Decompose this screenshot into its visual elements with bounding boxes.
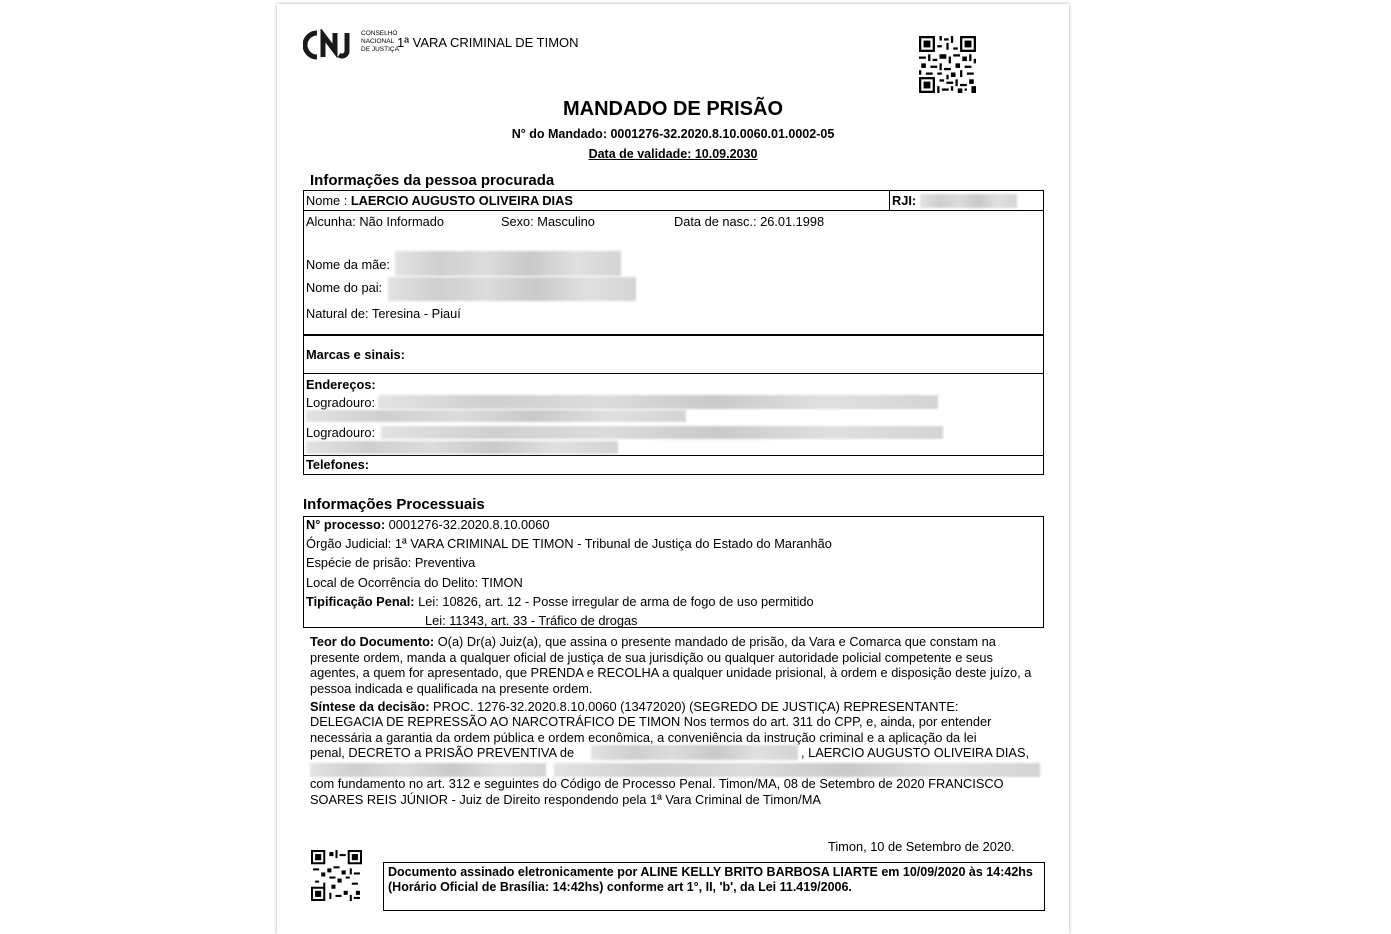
sintese-line-2: DELEGACIA DE REPRESSÃO AO NARCOTRÁFICO DE TIMON Nos termos do art. 311 do CPP, e, ainda, por entender	[310, 714, 992, 729]
redacted-address-2	[381, 426, 943, 439]
teor-label: Teor do Documento:	[310, 634, 435, 649]
qr-code-icon	[919, 36, 976, 93]
marks-label: Marcas e sinais:	[306, 347, 405, 362]
cnj-logo	[303, 29, 357, 61]
process-number: 0001276-32.2020.8.10.0060	[385, 517, 550, 532]
divider	[889, 190, 890, 211]
sintese-text-1: PROC. 1276-32.2020.8.10.0060 (13472020) (SEGREDO DE JUSTIÇA) REPRESENTANTE:	[429, 699, 959, 714]
sintese-line-3: necessária a garantia da ordem pública e ordem econômica, a conveniência da instrução criminal e a aplicação da lei	[310, 730, 977, 745]
penal-row	[306, 594, 814, 609]
redacted-names-3	[554, 763, 1040, 777]
street-label-2: Logradouro:	[306, 425, 376, 440]
name-label: Nome :	[306, 193, 351, 208]
rji-label: RJI:	[892, 193, 917, 208]
process-number-label: N° processo:	[306, 517, 386, 532]
redacted-names-2	[310, 763, 546, 777]
redacted-names	[591, 745, 798, 760]
divider	[303, 455, 1044, 456]
name-row	[306, 193, 573, 208]
process-section-title: Informações Processuais	[303, 496, 485, 513]
redacted-address-1b	[306, 410, 686, 422]
process-info-box	[303, 516, 1044, 628]
father-label: Nome do pai:	[306, 280, 383, 295]
crime-location: Local de Ocorrência do Delito: TIMON	[306, 575, 523, 590]
sintese-line-1	[310, 699, 958, 714]
document-title: MANDADO DE PRISÃO	[562, 98, 783, 120]
sex: Sexo: Masculino	[501, 214, 595, 229]
divider	[303, 373, 1044, 374]
warrant-number: N° do Mandado: 0001276-32.2020.8.10.0060.01.0002-05	[511, 127, 835, 141]
sintese-line-4b: , LAERCIO AUGUSTO OLIVEIRA DIAS,	[801, 745, 1030, 760]
redacted-mother-name	[395, 251, 621, 276]
validity-wrapper	[277, 147, 1069, 161]
person-section-title: Informações da pessoa procurada	[310, 172, 555, 189]
teor-paragraph	[310, 634, 1045, 696]
phones-label: Telefones:	[306, 457, 370, 472]
alias: Alcunha: Não Informado	[306, 214, 445, 229]
issue-date: Timon, 10 de Setembro de 2020.	[828, 839, 1015, 854]
document-page	[277, 4, 1069, 934]
sintese-label: Síntese da decisão:	[310, 699, 430, 714]
penal-label: Tipificação Penal:	[306, 594, 415, 609]
signature-box: Documento assinado eletronicamente por ALINE KELLY BRITO BARBOSA LIARTE em 10/09/2020 às 14:42hs (Horário Oficial de Brasília: 14:42hs) conforme art 1°, II, 'b', da Lei 11.419/2006.	[383, 862, 1045, 911]
person-name: LAERCIO AUGUSTO OLIVEIRA DIAS	[350, 193, 573, 208]
prison-type: Espécie de prisão: Preventiva	[306, 555, 476, 570]
penal-law-1: Lei: 10826, art. 12 - Posse irregular de arma de fogo de uso permitido	[414, 594, 814, 609]
sintese-line-6: com fundamento no art. 312 e seguintes do Código de Processo Penal. Timon/MA, 08 de Setembro de 2020 FRANCISCO	[310, 776, 1004, 791]
addresses-label: Endereços:	[306, 377, 376, 392]
street-label-1: Logradouro:	[306, 395, 376, 410]
redacted-address-2b	[306, 441, 618, 454]
birthplace: Natural de: Teresina - Piauí	[306, 306, 461, 321]
divider	[303, 210, 1044, 211]
penal-law-2: Lei: 11343, art. 33 - Tráfico de drogas	[425, 613, 638, 628]
birth-date: Data de nasc.: 26.01.1998	[674, 214, 825, 229]
process-number-row	[306, 517, 549, 532]
validity-date: Data de validade: 10.09.2030	[588, 147, 758, 161]
redacted-rji	[920, 194, 1017, 208]
judicial-organ: Órgão Judicial: 1ª VARA CRIMINAL DE TIMON - Tribunal de Justiça do Estado do Maranhão	[306, 536, 832, 551]
redacted-father-name	[388, 277, 636, 301]
signature-qr-code-icon	[311, 850, 362, 901]
redacted-address-1	[378, 395, 938, 409]
sintese-line-7: SOARES REIS JÚNIOR - Juiz de Direito respondendo pela 1ª Vara Criminal de Timon/MA	[310, 792, 821, 807]
council-name: CONSELHO NACIONAL DE JUSTIÇA	[361, 30, 399, 53]
court-name: 1ª VARA CRIMINAL DE TIMON	[397, 35, 579, 50]
sintese-line-4a: penal, DECRETO a PRISÃO PREVENTIVA de	[310, 745, 575, 760]
divider	[303, 334, 1044, 336]
teor-text: O(a) Dr(a) Juiz(a), que assina o presente mandado de prisão, da Vara e Comarca que constam na presente ordem, manda a qualquer oficial de justiça de sua jurisdição ou qualquer autoridade policial competente e seus agentes, a quem for apresentado, que PRENDA e RECOLHA a qualquer unidade prisional, à ordem e disposição deste juízo, a pessoa indicada e qualificada na presente ordem.	[310, 634, 1032, 696]
mother-label: Nome da mãe:	[306, 257, 390, 272]
